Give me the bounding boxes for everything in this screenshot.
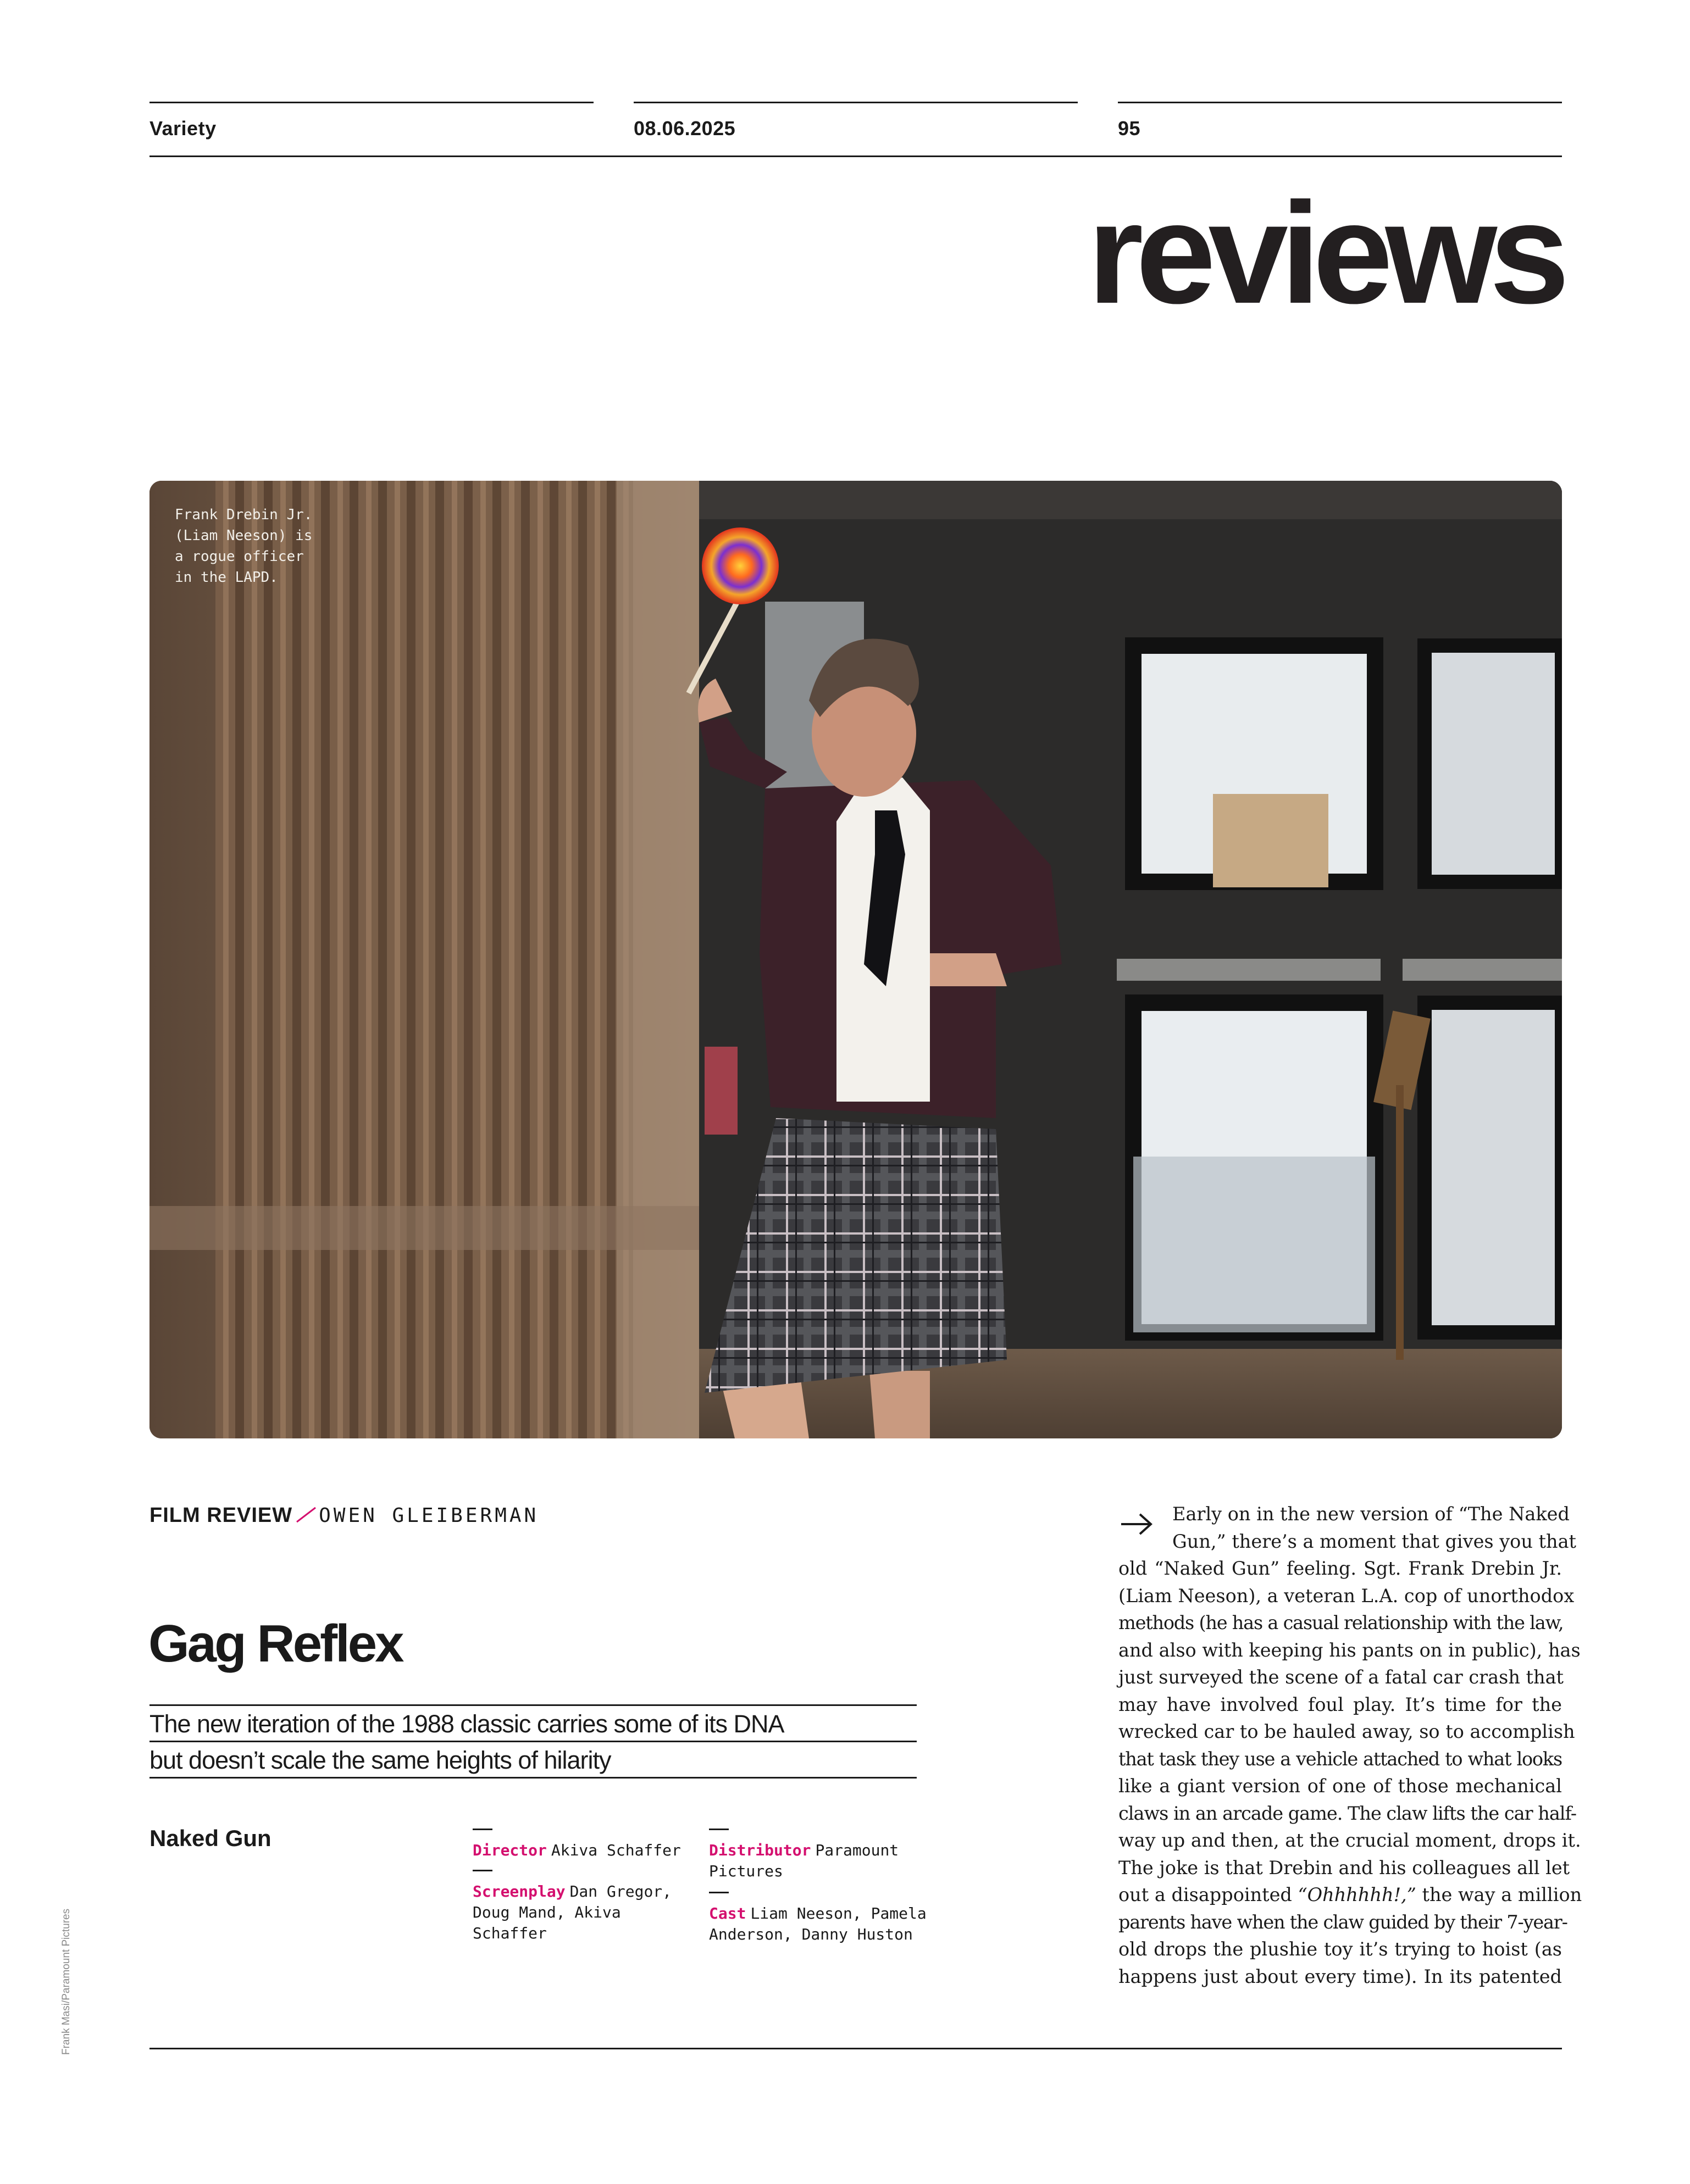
body-line: The joke is that Drebin and his colleagues all let <box>1118 1857 1570 1879</box>
body-line: old “Naked Gun” feeling. Sgt. Frank Drebin Jr. <box>1118 1558 1562 1579</box>
header-rule-right <box>1118 102 1562 103</box>
credit-director <box>473 1829 692 1861</box>
slash-divider-icon <box>296 1507 317 1523</box>
credit-role: Screenplay <box>473 1882 566 1900</box>
body-line: way up and then, at the crucial moment, drops it. <box>1118 1830 1581 1851</box>
body-line: happens just about every time). In its patented <box>1118 1965 1562 1987</box>
review-kicker <box>149 1504 539 1527</box>
body-line: Gun,” there’s a moment that gives you that <box>1172 1530 1577 1552</box>
dek-line: The new iteration of the 1988 classic carries some of its DNA <box>149 1706 917 1742</box>
body-line-segment: out a disappointed <box>1118 1884 1292 1905</box>
credit-distributor <box>709 1829 929 1882</box>
footer-rule <box>149 2048 1562 2049</box>
body-line: just surveyed the scene of a fatal car crash that <box>1118 1666 1564 1688</box>
body-line: wrecked car to be hauled away, so to accomplish <box>1118 1721 1575 1742</box>
credit-value: Akiva Schaffer <box>551 1841 681 1859</box>
section-title: reviews <box>1087 173 1562 334</box>
publication-name: Variety <box>149 117 217 140</box>
body-italic-quote: “Ohhhhhh!,” <box>1298 1884 1416 1905</box>
credit-role: Director <box>473 1841 547 1859</box>
photo-credit: Frank Masi/Paramount Pictures <box>60 1908 72 2055</box>
header-rule-middle <box>634 102 1078 103</box>
body-line-segment: the way a million <box>1416 1884 1582 1905</box>
review-headline: Gag Reflex <box>148 1614 402 1673</box>
body-line: that task they use a vehicle attached to what looks <box>1118 1748 1562 1770</box>
body-line: claws in an arcade game. The claw lifts the car half- <box>1118 1802 1577 1824</box>
header-rule-left <box>149 102 594 103</box>
body-line: old drops the plushie toy it’s trying to hoist (as <box>1118 1938 1562 1960</box>
body-line <box>1118 1881 1582 1909</box>
credit-value: Paramount Pictures <box>709 1841 899 1880</box>
credit-value: Dan Gregor, Doug Mand, Akiva Schaffer <box>473 1882 672 1942</box>
hero-photo-illustration <box>149 481 1562 1438</box>
film-title: Naked Gun <box>149 1825 271 1851</box>
issue-date: 08.06.2025 <box>634 117 736 140</box>
body-line: Early on in the new version of “The Naked <box>1172 1503 1570 1525</box>
header-bottom-rule <box>149 155 1562 157</box>
review-author: OWEN GLEIBERMAN <box>319 1504 539 1527</box>
body-line: methods (he has a casual relationship with the law, <box>1118 1612 1564 1633</box>
body-line: (Liam Neeson), a veteran L.A. cop of unorthodox <box>1118 1585 1575 1607</box>
review-body <box>1118 1501 1582 1990</box>
body-line: like a giant version of one of those mechanical <box>1118 1775 1562 1797</box>
review-type-label: FILM REVIEW <box>149 1504 293 1527</box>
credit-role: Cast <box>709 1904 746 1922</box>
body-line: parents have when the claw guided by their 7-year- <box>1118 1911 1567 1933</box>
credit-role: Distributor <box>709 1841 811 1859</box>
credit-value: Liam Neeson, Pamela Anderson, Danny Huston <box>709 1904 927 1943</box>
photo-caption: Frank Drebin Jr. (Liam Neeson) is a rogue officer in the LAPD. <box>175 507 313 586</box>
body-line: may have involved foul play. It’s time for the <box>1118 1693 1562 1715</box>
hero-photo <box>149 481 1562 1438</box>
body-line: and also with keeping his pants on in public), has <box>1118 1639 1581 1661</box>
credit-cast <box>709 1892 929 1945</box>
page-number: 95 <box>1118 117 1141 140</box>
dek-line: but doesn’t scale the same heights of hilarity <box>149 1742 917 1779</box>
review-dek <box>149 1704 917 1779</box>
credit-screenplay <box>473 1870 692 1944</box>
